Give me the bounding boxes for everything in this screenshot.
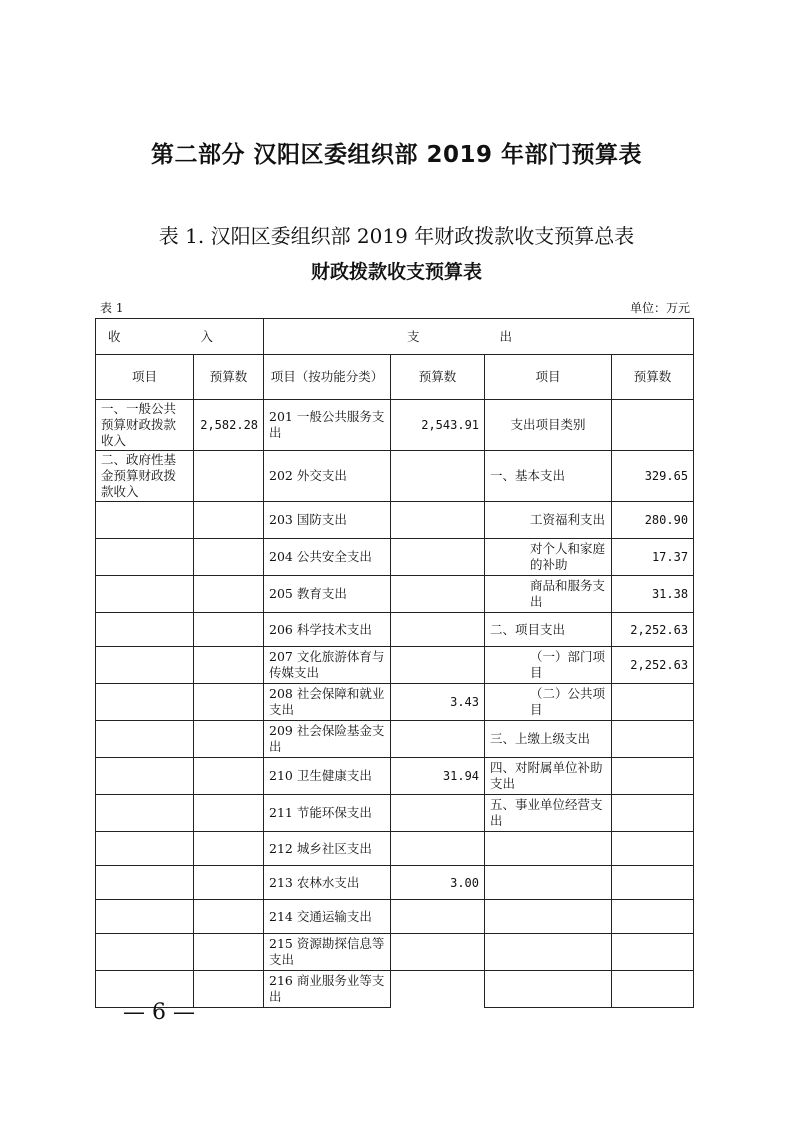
category-item: 三、上缴上级支出 — [485, 721, 612, 758]
category-item: 对个人和家庭的补助 — [485, 539, 612, 576]
table-row — [96, 502, 694, 539]
functional-amount — [391, 613, 485, 647]
table-row — [96, 684, 694, 721]
functional-item: 213 农林水支出 — [264, 866, 391, 900]
part-title: 第二部分 汉阳区委组织部 2019 年部门预算表 — [150, 142, 643, 168]
functional-item: 216 商业服务业等支出 — [264, 971, 391, 1008]
income-amount — [194, 613, 264, 647]
income-amount — [194, 934, 264, 971]
category-amount: 2,252.63 — [612, 613, 694, 647]
category-item: （一）部门项目 — [485, 647, 612, 684]
functional-item: 214 交通运输支出 — [264, 900, 391, 934]
functional-amount — [391, 900, 485, 934]
category-amount — [612, 832, 694, 866]
category-amount: 17.37 — [612, 539, 694, 576]
functional-item: 211 节能环保支出 — [264, 795, 391, 832]
table-row — [96, 400, 694, 451]
category-item — [485, 832, 612, 866]
table-title: 表 1. 汉阳区委组织部 2019 年财政拨款收支预算总表 — [158, 224, 635, 248]
functional-item: 210 卫生健康支出 — [264, 758, 391, 795]
functional-amount — [391, 795, 485, 832]
functional-amount — [391, 971, 485, 1008]
table-row — [96, 576, 694, 613]
category-amount: 329.65 — [612, 451, 694, 502]
income-item — [96, 539, 194, 576]
functional-amount: 31.94 — [391, 758, 485, 795]
category-amount — [612, 758, 694, 795]
table-row — [96, 758, 694, 795]
income-amount — [194, 576, 264, 613]
category-item: 四、对附属单位补助支出 — [485, 758, 612, 795]
category-amount — [612, 900, 694, 934]
page-number: — 6 — — [123, 1000, 195, 1025]
category-amount — [612, 934, 694, 971]
category-amount — [612, 400, 694, 451]
income-amount — [194, 721, 264, 758]
category-amount — [612, 971, 694, 1008]
category-amount — [612, 684, 694, 721]
functional-amount — [391, 832, 485, 866]
category-item: 二、项目支出 — [485, 613, 612, 647]
budget-table — [95, 318, 694, 1008]
functional-item: 207 文化旅游体育与传媒支出 — [264, 647, 391, 684]
table-row — [96, 934, 694, 971]
category-amount — [612, 795, 694, 832]
category-item: 一、基本支出 — [485, 451, 612, 502]
income-amount — [194, 684, 264, 721]
category-amount: 2,252.63 — [612, 647, 694, 684]
category-amount: 31.38 — [612, 576, 694, 613]
column-header: 项目 — [96, 355, 194, 400]
functional-item: 206 科学技术支出 — [264, 613, 391, 647]
functional-item: 209 社会保险基金支出 — [264, 721, 391, 758]
income-item — [96, 934, 194, 971]
column-header: 预算数 — [612, 355, 694, 400]
table-row — [96, 795, 694, 832]
income-amount — [194, 971, 264, 1008]
functional-amount: 3.00 — [391, 866, 485, 900]
income-item — [96, 647, 194, 684]
income-amount — [194, 451, 264, 502]
income-amount: 2,582.28 — [194, 400, 264, 451]
table-row — [96, 647, 694, 684]
column-header: 项目（按功能分类） — [264, 355, 391, 400]
functional-amount — [391, 721, 485, 758]
table-row — [96, 451, 694, 502]
income-item — [96, 758, 194, 795]
functional-amount — [391, 451, 485, 502]
income-amount — [194, 539, 264, 576]
income-item — [96, 721, 194, 758]
income-amount — [194, 900, 264, 934]
functional-item: 204 公共安全支出 — [264, 539, 391, 576]
income-item: 一、一般公共预算财政拨款收入 — [96, 400, 194, 451]
category-item: 支出项目类别 — [485, 400, 612, 451]
functional-amount — [391, 539, 485, 576]
functional-amount — [391, 934, 485, 971]
category-item — [485, 866, 612, 900]
column-header-row — [96, 355, 694, 400]
income-group-header: 收 入 — [96, 319, 264, 355]
functional-item: 205 教育支出 — [264, 576, 391, 613]
group-header-row — [96, 319, 694, 355]
functional-item: 202 外交支出 — [264, 451, 391, 502]
functional-amount — [391, 502, 485, 539]
category-item: 工资福利支出 — [485, 502, 612, 539]
income-item — [96, 576, 194, 613]
category-item — [485, 971, 612, 1008]
category-item: （二）公共项目 — [485, 684, 612, 721]
income-item — [96, 502, 194, 539]
income-item — [96, 866, 194, 900]
income-amount — [194, 795, 264, 832]
functional-item: 201 一般公共服务支出 — [264, 400, 391, 451]
income-item: 二、政府性基金预算财政拨款收入 — [96, 451, 194, 502]
functional-amount: 2,543.91 — [391, 400, 485, 451]
category-amount — [612, 866, 694, 900]
income-item — [96, 832, 194, 866]
table-label: 表 1 — [100, 301, 124, 315]
table-row — [96, 866, 694, 900]
income-amount — [194, 647, 264, 684]
functional-amount — [391, 576, 485, 613]
functional-item: 208 社会保障和就业支出 — [264, 684, 391, 721]
table-row — [96, 539, 694, 576]
functional-item: 212 城乡社区支出 — [264, 832, 391, 866]
income-item — [96, 900, 194, 934]
income-item — [96, 684, 194, 721]
sub-title: 财政拨款收支预算表 — [310, 261, 482, 283]
income-amount — [194, 866, 264, 900]
category-item — [485, 934, 612, 971]
functional-amount: 3.43 — [391, 684, 485, 721]
income-item — [96, 795, 194, 832]
column-header: 预算数 — [194, 355, 264, 400]
table-row — [96, 613, 694, 647]
income-amount — [194, 758, 264, 795]
income-amount — [194, 832, 264, 866]
table-row — [96, 832, 694, 866]
functional-amount — [391, 647, 485, 684]
expense-group-header: 支 出 — [264, 319, 694, 355]
table-row — [96, 900, 694, 934]
category-item: 五、事业单位经营支出 — [485, 795, 612, 832]
unit-label: 单位：万元 — [629, 301, 690, 315]
category-item: 商品和服务支出 — [485, 576, 612, 613]
category-amount: 280.90 — [612, 502, 694, 539]
table-row — [96, 721, 694, 758]
column-header: 项目 — [485, 355, 612, 400]
income-amount — [194, 502, 264, 539]
category-item — [485, 900, 612, 934]
column-header: 预算数 — [391, 355, 485, 400]
functional-item: 203 国防支出 — [264, 502, 391, 539]
income-item — [96, 613, 194, 647]
category-amount — [612, 721, 694, 758]
functional-item: 215 资源勘探信息等支出 — [264, 934, 391, 971]
